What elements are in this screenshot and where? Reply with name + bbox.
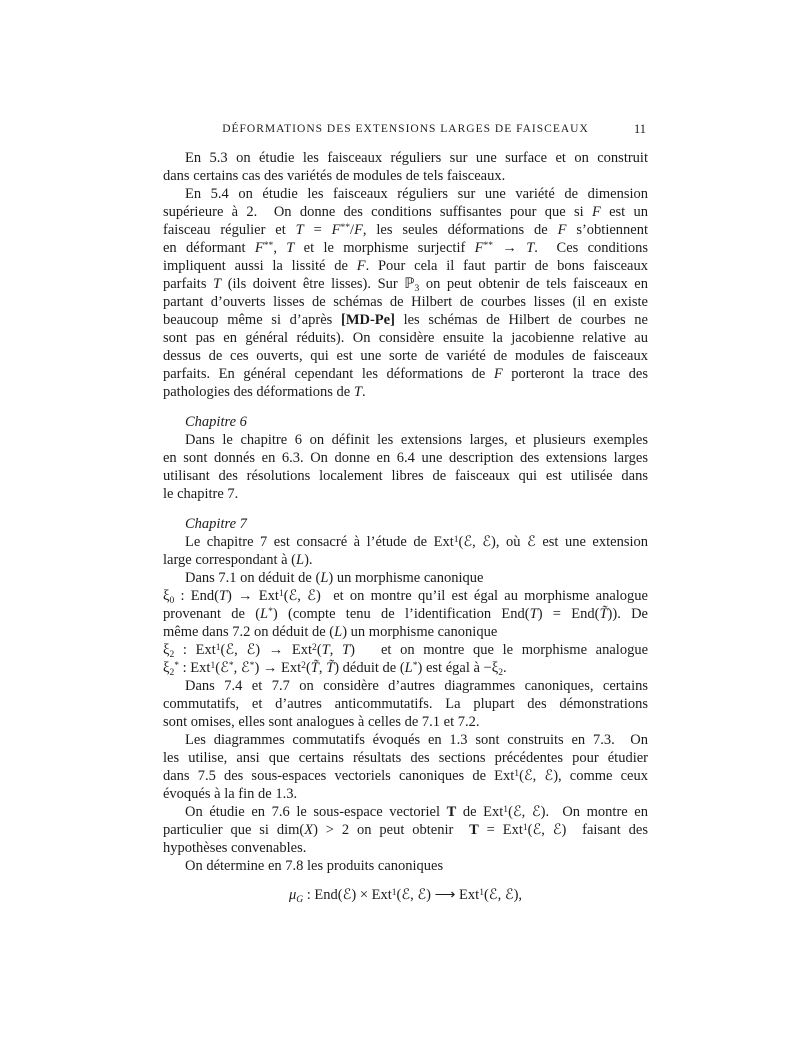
- section-heading: Chapitre 7: [185, 516, 247, 532]
- text-line: On étudie en 7.6 le sous-espace vectoriel T de Ext$^1$(ℰ, ℰ). On montre en: [185, 803, 648, 820]
- text-line: parfaits T (ils doivent être lisses). Sur ℙ$_3$ on peut obtenir de tels faisceaux en: [163, 276, 648, 294]
- paragraph: [163, 533, 648, 569]
- text-line: évoqués à la fin de 1.3.: [163, 786, 298, 802]
- text-line: utilisant des résolutions localement libres de faisceaux qui est utilisée dans: [163, 468, 648, 484]
- section-heading: Chapitre 6: [185, 414, 247, 430]
- text-line: le chapitre 7.: [163, 486, 239, 502]
- text-line: les utilise, ansi que certains résultats des sections précédentes pour étudier: [163, 750, 648, 766]
- paragraph: [163, 857, 648, 875]
- paragraph: [163, 149, 648, 185]
- text-line: Dans 7.1 on déduit de (L) un morphisme canonique: [185, 570, 484, 586]
- text-line: En 5.3 on étudie les faisceaux réguliers sur une surface et on construit: [185, 150, 648, 166]
- text-line: Les diagrammes commutatifs évoqués en 1.3 sont construits en 7.3. On: [185, 732, 648, 748]
- paragraph: [163, 569, 648, 677]
- text-line: particulier que si dim(X) > 2 on peut obtenir T = Ext$^1$(ℰ, ℰ) faisant des: [163, 821, 648, 838]
- text-line: impliquent aussi la lissité de F. Pour cela il faut partir de bons faisceaux: [163, 258, 648, 274]
- page-number: 11: [633, 122, 646, 136]
- text-line: Le chapitre 7 est consacré à l’étude de Ext$^1$(ℰ, ℰ), où ℰ est une extension: [185, 533, 648, 550]
- text-line: Dans 7.4 et 7.7 on considère d’autres diagrammes canoniques, certains: [185, 678, 648, 694]
- text-line: supérieure à 2. On donne des conditions suffisantes pour que si F est un: [163, 204, 648, 220]
- text-line: beaucoup même si d’après [MD-Pe] les schémas de Hilbert de courbes ne: [163, 312, 648, 328]
- text-line: même dans 7.2 on déduit de (L) un morphisme canonique: [163, 624, 498, 640]
- running-header: [163, 123, 648, 139]
- text-line: sont pas en général réduits). On considère ensuite la jacobienne relative au: [163, 330, 648, 346]
- text-line: dessus de ces ouverts, qui est une sorte de variété de modules de faisceaux: [163, 348, 648, 364]
- text-line: Dans le chapitre 6 on définit les extensions larges, et plusieurs exemples: [185, 432, 648, 448]
- text-line: pathologies des déformations de T.: [163, 384, 366, 400]
- text-line: $\xi_0$ : End(T) → Ext$^1$(ℰ, ℰ) et on montre qu’il est égal au morphisme analogue: [163, 587, 648, 606]
- text-line: dans certains cas des variétés de modules de tels faisceaux.: [163, 168, 506, 184]
- text-line: On détermine en 7.8 les produits canoniques: [185, 858, 444, 874]
- paragraph: [163, 677, 648, 731]
- text-line: provenant de (L*) (compte tenu de l’identification End(T) = End(T̃)). De: [163, 605, 648, 622]
- text-line: large correspondant à (L).: [163, 552, 313, 568]
- paragraph: [163, 731, 648, 803]
- text-line: En 5.4 on étudie les faisceaux réguliers sur une variété de dimension: [185, 186, 648, 202]
- paragraph: [163, 185, 648, 401]
- text-line: dans 7.5 des sous-espaces vectoriels canoniques de Ext$^1$(ℰ, ℰ), comme ceux: [163, 767, 648, 784]
- running-title: DÉFORMATIONS DES EXTENSIONS LARGES DE FAISCEAUX: [222, 123, 589, 135]
- paragraph: [163, 803, 648, 857]
- text-line: en sont donnés en 6.3. On donne en 6.4 une description des extensions larges: [163, 450, 648, 466]
- text-line: $\xi_2$ : Ext$^1$(ℰ, ℰ) → Ext$^2$(T, T) et on montre que le morphisme analogue: [163, 641, 649, 660]
- text-line: sont omises, elles sont analogues à celles de 7.1 et 7.2.: [163, 714, 480, 730]
- paragraph: [163, 431, 648, 503]
- text-line: $\xi_2^*$ : Ext$^1$(ℰ*, ℰ*) → Ext$^2$(T̃, T̃) déduit de (L*) est égal à $-\xi_2$.: [163, 659, 507, 678]
- text-line: en déformant F**, T et le morphisme surjectif F** → T. Ces conditions: [163, 239, 649, 256]
- text-line: partant d’ouverts lisses de schémas de Hilbert de courbes lisses (il en existe: [163, 294, 648, 310]
- text-line: commutatifs, et d’autres anticommutatifs. La plupart des démonstrations: [163, 696, 648, 712]
- text-line: parfaits. En général cependant les déformations de F porteront la trace des: [163, 366, 649, 382]
- text-line: faisceau régulier et T = F**/F, les seules déformations de F s’obtiennent: [163, 221, 648, 238]
- display-formula: $\mu_G$ : End(ℰ) × Ext$^1$(ℰ, ℰ) ⟶ Ext$^1$(ℰ, ℰ),: [288, 886, 523, 905]
- document-body: [163, 149, 648, 913]
- text-line: hypothèses convenables.: [163, 840, 307, 856]
